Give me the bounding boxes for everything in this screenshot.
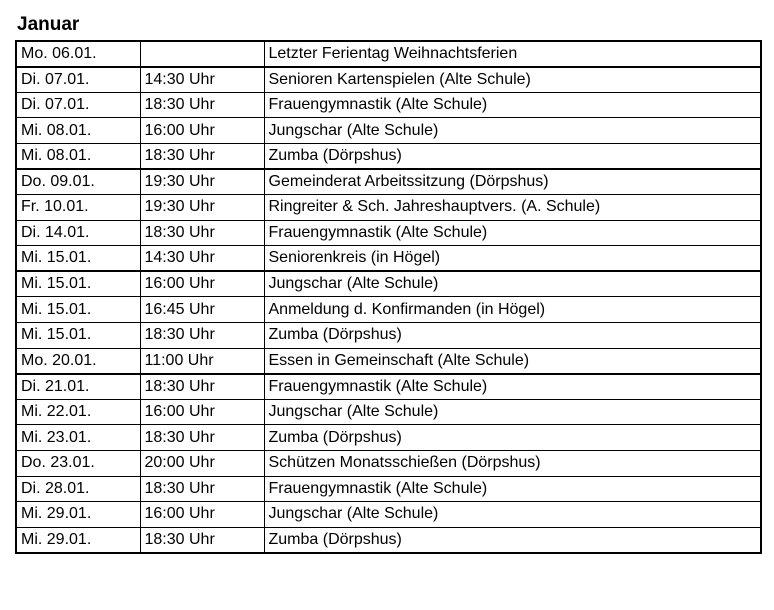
event-date-cell: Di. 28.01. bbox=[16, 476, 140, 502]
event-name-cell: Zumba (Dörpshus) bbox=[264, 527, 761, 553]
event-name-cell: Frauengymnastik (Alte Schule) bbox=[264, 374, 761, 400]
event-time-cell: 18:30 Uhr bbox=[140, 476, 264, 502]
events-table bbox=[15, 40, 762, 554]
events-table-body bbox=[16, 41, 761, 553]
event-date-cell: Di. 21.01. bbox=[16, 374, 140, 400]
event-name-cell: Schützen Monatsschießen (Dörpshus) bbox=[264, 451, 761, 477]
event-name-cell: Frauengymnastik (Alte Schule) bbox=[264, 92, 761, 118]
event-name-cell: Seniorenkreis (in Högel) bbox=[264, 246, 761, 272]
event-name-cell: Frauengymnastik (Alte Schule) bbox=[264, 220, 761, 246]
event-date-cell: Mo. 20.01. bbox=[16, 348, 140, 374]
event-date-cell: Mi. 08.01. bbox=[16, 118, 140, 144]
table-row bbox=[16, 502, 761, 528]
event-date-cell: Fr. 10.01. bbox=[16, 195, 140, 221]
event-name-cell: Jungschar (Alte Schule) bbox=[264, 118, 761, 144]
event-time-cell: 16:00 Uhr bbox=[140, 502, 264, 528]
event-time-cell: 18:30 Uhr bbox=[140, 143, 264, 169]
event-time-cell: 19:30 Uhr bbox=[140, 195, 264, 221]
event-time-cell: 16:00 Uhr bbox=[140, 399, 264, 425]
event-time-cell: 18:30 Uhr bbox=[140, 374, 264, 400]
table-row bbox=[16, 92, 761, 118]
event-name-cell: Jungschar (Alte Schule) bbox=[264, 502, 761, 528]
event-date-cell: Mi. 29.01. bbox=[16, 527, 140, 553]
event-name-cell: Anmeldung d. Konfirmanden (in Högel) bbox=[264, 297, 761, 323]
table-row bbox=[16, 374, 761, 400]
event-name-cell: Essen in Gemeinschaft (Alte Schule) bbox=[264, 348, 761, 374]
event-time-cell bbox=[140, 41, 264, 67]
page-title: Januar bbox=[17, 14, 80, 35]
event-date-cell: Do. 09.01. bbox=[16, 169, 140, 195]
event-date-cell: Mi. 23.01. bbox=[16, 425, 140, 451]
event-date-cell: Mi. 15.01. bbox=[16, 323, 140, 349]
event-time-cell: 14:30 Uhr bbox=[140, 67, 264, 93]
table-row bbox=[16, 271, 761, 297]
event-time-cell: 16:00 Uhr bbox=[140, 118, 264, 144]
event-time-cell: 18:30 Uhr bbox=[140, 527, 264, 553]
event-name-cell: Zumba (Dörpshus) bbox=[264, 323, 761, 349]
event-name-cell: Frauengymnastik (Alte Schule) bbox=[264, 476, 761, 502]
event-name-cell: Jungschar (Alte Schule) bbox=[264, 399, 761, 425]
event-time-cell: 18:30 Uhr bbox=[140, 220, 264, 246]
event-time-cell: 16:45 Uhr bbox=[140, 297, 264, 323]
event-name-cell: Zumba (Dörpshus) bbox=[264, 143, 761, 169]
table-row bbox=[16, 527, 761, 553]
table-row bbox=[16, 169, 761, 195]
event-name-cell: Letzter Ferientag Weihnachtsferien bbox=[264, 41, 761, 67]
table-row bbox=[16, 195, 761, 221]
table-row bbox=[16, 348, 761, 374]
event-date-cell: Mi. 22.01. bbox=[16, 399, 140, 425]
event-date-cell: Mi. 29.01. bbox=[16, 502, 140, 528]
table-row bbox=[16, 399, 761, 425]
event-time-cell: 19:30 Uhr bbox=[140, 169, 264, 195]
table-row bbox=[16, 143, 761, 169]
event-name-cell: Ringreiter & Sch. Jahreshauptvers. (A. Schule) bbox=[264, 195, 761, 221]
event-date-cell: Mi. 08.01. bbox=[16, 143, 140, 169]
table-row bbox=[16, 425, 761, 451]
event-date-cell: Mi. 15.01. bbox=[16, 246, 140, 272]
event-time-cell: 18:30 Uhr bbox=[140, 425, 264, 451]
event-time-cell: 20:00 Uhr bbox=[140, 451, 264, 477]
event-time-cell: 11:00 Uhr bbox=[140, 348, 264, 374]
event-date-cell: Di. 07.01. bbox=[16, 67, 140, 93]
event-date-cell: Do. 23.01. bbox=[16, 451, 140, 477]
table-row bbox=[16, 323, 761, 349]
event-time-cell: 18:30 Uhr bbox=[140, 323, 264, 349]
event-date-cell: Di. 14.01. bbox=[16, 220, 140, 246]
event-name-cell: Gemeinderat Arbeitssitzung (Dörpshus) bbox=[264, 169, 761, 195]
table-row bbox=[16, 220, 761, 246]
table-row bbox=[16, 67, 761, 93]
event-date-cell: Di. 07.01. bbox=[16, 92, 140, 118]
event-time-cell: 14:30 Uhr bbox=[140, 246, 264, 272]
table-row bbox=[16, 41, 761, 67]
table-row bbox=[16, 476, 761, 502]
table-row bbox=[16, 451, 761, 477]
event-name-cell: Jungschar (Alte Schule) bbox=[264, 271, 761, 297]
event-name-cell: Senioren Kartenspielen (Alte Schule) bbox=[264, 67, 761, 93]
event-date-cell: Mo. 06.01. bbox=[16, 41, 140, 67]
event-date-cell: Mi. 15.01. bbox=[16, 297, 140, 323]
table-row bbox=[16, 246, 761, 272]
table-row bbox=[16, 118, 761, 144]
table-row bbox=[16, 297, 761, 323]
event-time-cell: 16:00 Uhr bbox=[140, 271, 264, 297]
event-time-cell: 18:30 Uhr bbox=[140, 92, 264, 118]
event-name-cell: Zumba (Dörpshus) bbox=[264, 425, 761, 451]
event-date-cell: Mi. 15.01. bbox=[16, 271, 140, 297]
